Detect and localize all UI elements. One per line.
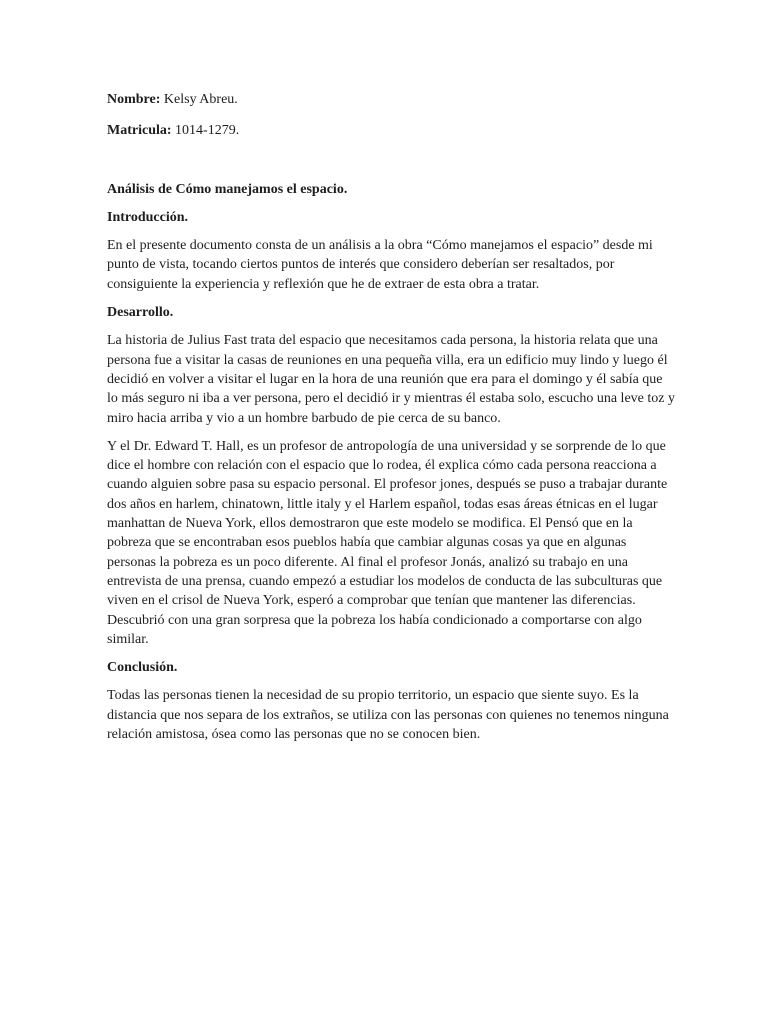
- conclusion-paragraph: Todas las personas tienen la necesidad de su propio territorio, un espacio que siente suyo. Es la distancia que nos separa de los extraños, se utiliza con las personas con quienes no tenemos ninguna relación amistosa, ósea como las personas que no se conocen bien.: [107, 688, 669, 743]
- id-label: Matricula:: [107, 123, 172, 139]
- name-value: Kelsy Abreu.: [163, 92, 238, 107]
- id-field: [107, 121, 675, 140]
- development-paragraph-2: Y el Dr. Edward T. Hall, es un profesor de antropología de una universidad y se sorprende de lo que dice el hombre con relación con el espacio que lo rodea, él explica cómo cada persona reacciona a cuando alguien sobre pasa su espacio personal. El profesor jones, después se puso a trabajar durante dos años en harlem, chinatown, little italy y el Harlem español, todas esas áreas étnicas en el lugar manhattan de Nueva York, ellos demostraron que este modelo se modifica. El Pensó que en la pobreza que se encontraban esos pueblos había que cambiar algunas cosas ya que en algunas personas la pobreza es un poco diferente. Al final el profesor Jonás, analizó su trabajo en una entrevista de una prensa, cuando empezó a estudiar los modelos de conducta de las subculturas que viven en el crisol de Nueva York, esperó a comprobar que tenían que mantener las diferencias. Descubrió con una gran sorpresa que la pobreza los había condicionado a comportarse con algo similar.: [107, 438, 668, 647]
- intro-paragraph: En el presente documento consta de un análisis a la obra “Cómo manejamos el espacio” desde mi punto de vista, tocando ciertos puntos de interés que considero deberían ser resaltados, por consiguiente la experiencia y reflexión que he de extraer de esta obra a tratar.: [107, 238, 653, 292]
- document-body: [107, 90, 675, 753]
- development-paragraph-1: La historia de Julius Fast trata del espacio que necesitamos cada persona, la historia relata que una persona fue a visitar la casas de reuniones en una pequeña villa, era un edificio muy lindo y luego él decidió en volver a visitar el lugar en la hora de una reunión que era para el domingo y él sabía que lo más seguro ni iba a ver persona, pero el decidió ir y mientras él estaba solo, escucho una leve toz y miro hacia arriba y vio a un hombre barbudo de pie cerca de su banco.: [107, 333, 675, 426]
- id-value: 1014-1279.: [175, 123, 240, 139]
- spacer: [107, 153, 675, 180]
- name-field: [107, 90, 675, 109]
- name-label: Nombre:: [107, 92, 161, 107]
- conclusion-heading: Conclusión.: [107, 660, 178, 676]
- development-heading: Desarrollo.: [107, 305, 174, 321]
- intro-heading: Introducción.: [107, 209, 189, 225]
- document-title: Análisis de Cómo manejamos el espacio.: [107, 181, 348, 197]
